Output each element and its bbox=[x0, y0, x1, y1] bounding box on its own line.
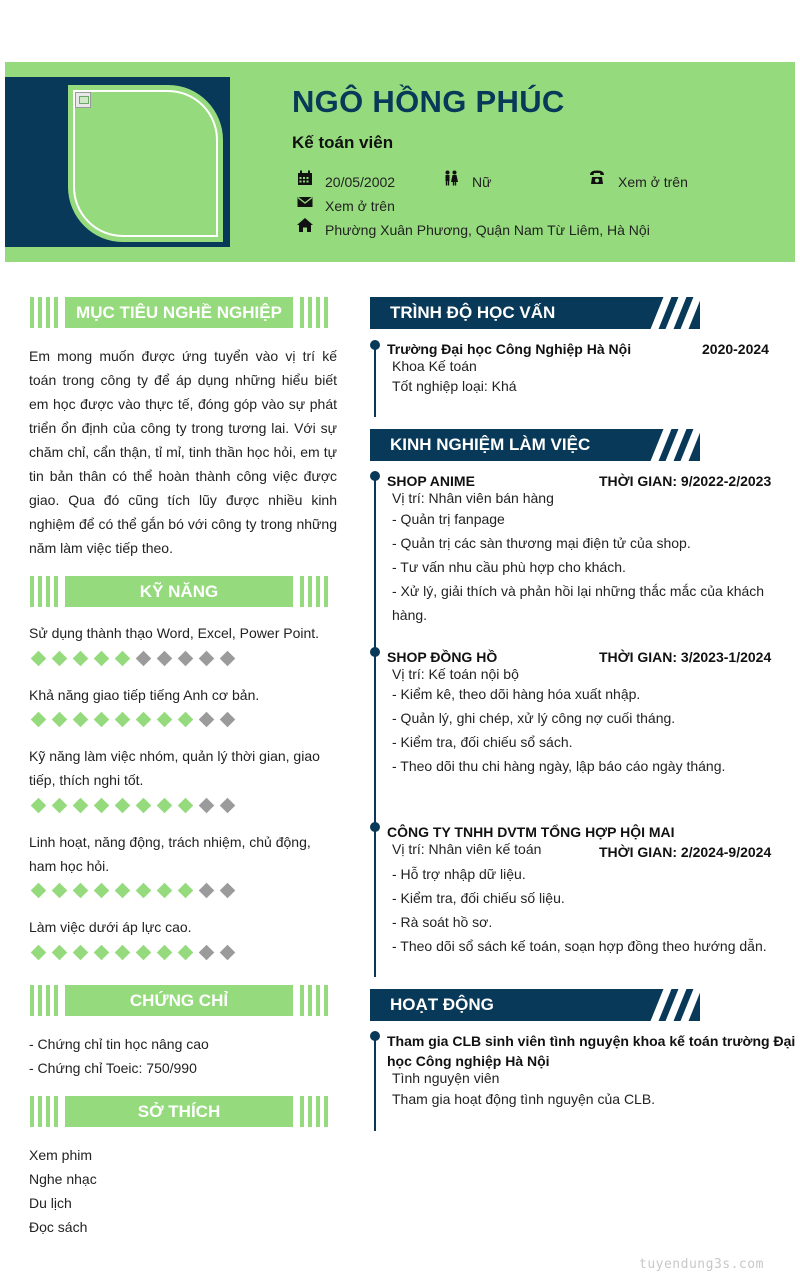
job-duty: - Tư vấn nhu cầu phù hợp cho khách. bbox=[392, 559, 626, 575]
section-title-certificates: CHỨNG CHỈ bbox=[30, 985, 328, 1016]
job-position: Vị trí: Nhân viên bán hàng bbox=[392, 490, 554, 506]
watermark-text: tuyendung3s.com bbox=[639, 1257, 764, 1272]
rating-dot-filled bbox=[115, 945, 131, 961]
hobby-item: Xem phim bbox=[29, 1147, 93, 1163]
timeline-bullet bbox=[370, 822, 380, 832]
certificate-item: - Chứng chỉ Toeic: 750/990 bbox=[29, 1060, 197, 1076]
rating-dot-filled bbox=[157, 712, 173, 728]
rating-dot-filled bbox=[94, 712, 110, 728]
job-duty: hàng. bbox=[392, 607, 428, 623]
rating-dot-empty bbox=[199, 712, 215, 728]
job-duty: - Theo dõi sổ sách kế toán, soạn hợp đồng theo hướng dẫn. bbox=[392, 938, 767, 954]
calendar-icon bbox=[297, 170, 313, 186]
rating-dot-filled bbox=[178, 883, 194, 899]
activity-name: Tham gia CLB sinh viên tình nguyện khoa kế toán trường Đại bbox=[387, 1033, 796, 1049]
hobby-item: Đọc sách bbox=[29, 1219, 88, 1235]
timeline-bullet bbox=[370, 1031, 380, 1041]
timeline-line bbox=[374, 345, 376, 417]
rating-dot-filled bbox=[52, 945, 68, 961]
education-major: Khoa Kế toán bbox=[392, 358, 477, 374]
rating-dot-empty bbox=[220, 945, 236, 961]
timeline-line bbox=[374, 477, 376, 977]
rating-dot-filled bbox=[115, 712, 131, 728]
certificate-item: - Chứng chỉ tin học nâng cao bbox=[29, 1036, 209, 1052]
section-title-experience: KINH NGHIỆM LÀM VIỆC bbox=[370, 429, 700, 461]
skill-name: Sử dụng thành thạo Word, Excel, Power Point. bbox=[29, 625, 320, 641]
rating-dot-filled bbox=[73, 883, 89, 899]
timeline-bullet bbox=[370, 647, 380, 657]
rating-dot-filled bbox=[136, 945, 152, 961]
rating-dot-filled bbox=[73, 712, 89, 728]
rating-dot-filled bbox=[136, 798, 152, 814]
envelope-icon bbox=[297, 194, 313, 210]
rating-dot-filled bbox=[178, 798, 194, 814]
rating-dot-empty bbox=[199, 883, 215, 899]
job-duty: - Rà soát hồ sơ. bbox=[392, 914, 493, 930]
rating-dot-filled bbox=[52, 651, 68, 667]
phone-icon bbox=[589, 169, 605, 185]
timeline-line bbox=[374, 1037, 376, 1131]
rating-dot-empty bbox=[136, 651, 152, 667]
job-company: SHOP ĐỒNG HỒ bbox=[387, 649, 498, 665]
candidate-name: NGÔ HỒNG PHÚC bbox=[292, 84, 565, 119]
rating-dot-filled bbox=[31, 883, 47, 899]
rating-dot-filled bbox=[115, 883, 131, 899]
rating-dot-filled bbox=[94, 651, 110, 667]
rating-dot-filled bbox=[52, 712, 68, 728]
rating-dot-empty bbox=[199, 945, 215, 961]
hobby-item: Du lịch bbox=[29, 1195, 72, 1211]
skill-name: Kỹ năng làm việc nhóm, quản lý thời gian, giao tiếp, thích nghi tốt. bbox=[29, 748, 320, 788]
activity-name: học Công nghiệp Hà Nội bbox=[387, 1053, 550, 1069]
birthday: 20/05/2002 bbox=[325, 174, 396, 190]
rating-dot-empty bbox=[178, 651, 194, 667]
timeline-bullet bbox=[370, 471, 380, 481]
rating-dot-filled bbox=[178, 712, 194, 728]
rating-dot-empty bbox=[199, 798, 215, 814]
job-company: CÔNG TY TNHH DVTM TỔNG HỢP HỘI MAI bbox=[387, 824, 675, 840]
skill-name: Linh hoạt, năng động, trách nhiệm, chủ động, ham học hỏi. bbox=[29, 834, 311, 874]
couple-icon bbox=[443, 170, 459, 186]
avatar bbox=[73, 90, 218, 237]
skill-name: Làm việc dưới áp lực cao. bbox=[29, 919, 192, 935]
hobby-item: Nghe nhạc bbox=[29, 1171, 97, 1187]
rating-dot-empty bbox=[220, 883, 236, 899]
job-time: THỜI GIAN: 3/2023-1/2024 bbox=[599, 649, 772, 665]
job-position: Vị trí: Kế toán nội bộ bbox=[392, 666, 519, 682]
section-title-objective: MỤC TIÊU NGHỀ NGHIỆP bbox=[30, 297, 328, 328]
rating-dot-filled bbox=[94, 798, 110, 814]
home-icon bbox=[297, 217, 313, 233]
activity-role: Tình nguyện viên bbox=[392, 1070, 500, 1086]
job-time: THỜI GIAN: 2/2024-9/2024 bbox=[599, 844, 772, 860]
job-duty: - Kiểm tra, đối chiếu số liệu. bbox=[392, 890, 565, 906]
rating-dot-filled bbox=[73, 798, 89, 814]
rating-dot-filled bbox=[31, 798, 47, 814]
job-duty: - Theo dõi thu chi hàng ngày, lập báo cáo ngày tháng. bbox=[392, 758, 726, 774]
rating-dot-filled bbox=[157, 798, 173, 814]
education-grade: Tốt nghiệp loại: Khá bbox=[392, 378, 517, 394]
rating-dot-filled bbox=[52, 883, 68, 899]
broken-image-icon bbox=[75, 92, 91, 108]
rating-dot-filled bbox=[31, 651, 47, 667]
job-duty: - Kiểm tra, đối chiếu sổ sách. bbox=[392, 734, 573, 750]
job-company: SHOP ANIME bbox=[387, 473, 475, 489]
phone: Xem ở trên bbox=[618, 174, 688, 190]
rating-dot-filled bbox=[115, 651, 131, 667]
section-title-hobbies: SỞ THÍCH bbox=[30, 1096, 328, 1127]
rating-dot-filled bbox=[178, 945, 194, 961]
rating-dot-filled bbox=[52, 798, 68, 814]
rating-dot-empty bbox=[220, 651, 236, 667]
section-title-activities: HOẠT ĐỘNG bbox=[370, 989, 700, 1021]
job-duty: - Quản trị các sàn thương mại điện tử của shop. bbox=[392, 535, 691, 551]
timeline-bullet bbox=[370, 340, 380, 350]
rating-dot-filled bbox=[157, 945, 173, 961]
address: Phường Xuân Phương, Quận Nam Từ Liêm, Hà Nội bbox=[325, 222, 650, 238]
rating-dot-empty bbox=[157, 651, 173, 667]
rating-dot-filled bbox=[115, 798, 131, 814]
email: Xem ở trên bbox=[325, 198, 395, 214]
rating-dot-empty bbox=[199, 651, 215, 667]
rating-dot-filled bbox=[73, 651, 89, 667]
rating-dot-filled bbox=[31, 945, 47, 961]
rating-dot-filled bbox=[136, 883, 152, 899]
rating-dot-empty bbox=[220, 712, 236, 728]
job-duty: - Quản lý, ghi chép, xử lý công nợ cuối tháng. bbox=[392, 710, 676, 726]
rating-dot-filled bbox=[136, 712, 152, 728]
rating-dot-filled bbox=[73, 945, 89, 961]
education-school: Trường Đại học Công Nghiệp Hà Nội bbox=[387, 341, 632, 357]
job-title: Kế toán viên bbox=[292, 133, 394, 152]
job-duty: - Hỗ trợ nhập dữ liệu. bbox=[392, 866, 526, 882]
header bbox=[5, 62, 795, 262]
rating-dot-filled bbox=[94, 945, 110, 961]
gender: Nữ bbox=[472, 174, 492, 190]
job-duty: - Xử lý, giải thích và phản hồi lại những thắc mắc của khách bbox=[392, 583, 765, 599]
rating-dot-filled bbox=[94, 883, 110, 899]
skill-name: Khả năng giao tiếp tiếng Anh cơ bản. bbox=[29, 687, 260, 703]
section-title-skills: KỸ NĂNG bbox=[30, 576, 328, 607]
activity-desc: Tham gia hoạt động tình nguyện của CLB. bbox=[392, 1091, 656, 1107]
education-time: 2020-2024 bbox=[702, 341, 769, 357]
job-duty: - Kiểm kê, theo dõi hàng hóa xuất nhập. bbox=[392, 686, 641, 702]
job-duty: - Quản trị fanpage bbox=[392, 511, 505, 527]
rating-dot-filled bbox=[157, 883, 173, 899]
rating-dot-empty bbox=[220, 798, 236, 814]
rating-dot-filled bbox=[31, 712, 47, 728]
objective-text: Em mong muốn được ứng tuyển vào vị trí kế toán trong công ty để áp dụng những hiểu biết em học được vào thực tế, đóng góp vào sự phát triển ổn định của công ty trong tương lai. Với sự chăm chỉ, cẩn thận, tỉ mỉ, tinh thần học hỏi, em tự tin bản thân có thể hoàn thành công việc được giao. Qua đó cũng tích lũy được nhiều kinh nghiệm để có thể gắn bó với công ty trong những năm làm việc tiếp theo. bbox=[29, 348, 337, 556]
job-time: THỜI GIAN: 9/2022-2/2023 bbox=[599, 473, 772, 489]
section-title-education: TRÌNH ĐỘ HỌC VẤN bbox=[370, 297, 700, 329]
job-position: Vị trí: Nhân viên kế toán bbox=[392, 841, 542, 857]
